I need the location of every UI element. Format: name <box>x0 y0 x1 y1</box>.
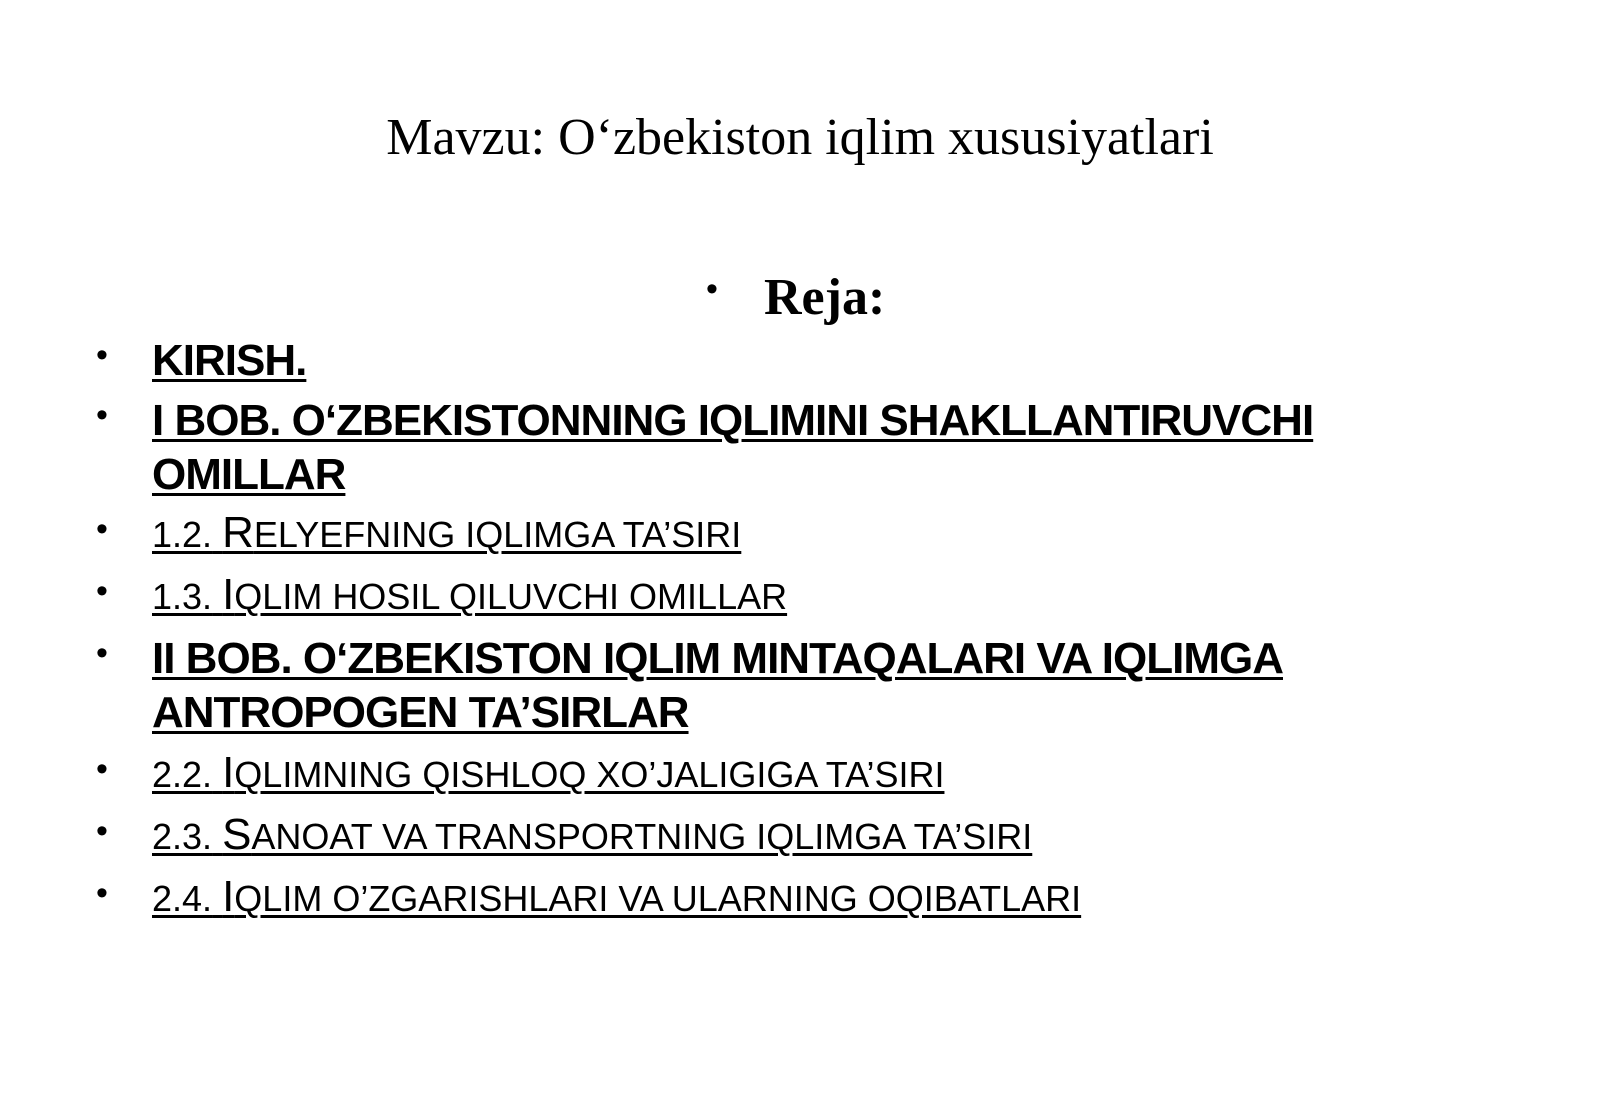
bullet-icon: • <box>96 634 108 672</box>
bullet-icon: • <box>96 510 108 548</box>
bullet-icon: • <box>96 812 108 850</box>
section-initial: I <box>222 570 235 619</box>
plan-link-section-2-2[interactable] <box>152 750 944 798</box>
section-initial: I <box>222 872 235 921</box>
plan-link-section-2-4[interactable] <box>152 874 1081 922</box>
plan-link-section-1-3[interactable] <box>152 572 787 620</box>
section-number: 2.4. <box>152 878 213 919</box>
section-title-rest: QLIMNING QISHLOQ XO’JALIGIGA TA’SIRI <box>234 754 945 795</box>
section-title-rest: ELYEFNING IQLIMGA TA’SIRI <box>253 514 742 555</box>
bullet-icon: • <box>96 336 108 374</box>
plan-heading-text: Reja: <box>764 269 886 326</box>
plan-link-section-2-3[interactable] <box>152 812 1032 860</box>
bullet-icon: • <box>96 396 108 434</box>
section-initial: S <box>222 810 252 859</box>
section-number: 1.2. <box>152 514 213 555</box>
section-title-rest: ANOAT VA TRANSPORTNING IQLIMGA TA’SIRI <box>251 816 1033 857</box>
plan-link-chapter-2[interactable]: II BOB. O‘ZBEKISTON IQLIM MINTAQALARI VA IQLIMGA ANTROPOGEN TA’SIRLAR <box>152 634 1283 737</box>
plan-link-intro[interactable]: KIRISH. <box>152 336 307 385</box>
plan-link-section-1-2[interactable] <box>152 510 741 558</box>
bullet-icon: • <box>706 270 718 308</box>
section-number: 2.3. <box>152 816 213 857</box>
bullet-icon: • <box>96 874 108 912</box>
section-initial: I <box>222 748 235 797</box>
section-title-rest: QLIM O’ZGARISHLARI VA ULARNING OQIBATLARI <box>234 878 1082 919</box>
section-initial: R <box>222 508 254 557</box>
section-title-rest: QLIM HOSIL QILUVCHI OMILLAR <box>234 576 788 617</box>
plan-link-chapter-1[interactable]: I BOB. O‘ZBEKISTONNING IQLIMINI SHAKLLANTIRUVCHI OMILLAR <box>152 396 1314 499</box>
section-number: 1.3. <box>152 576 213 617</box>
section-number: 2.2. <box>152 754 213 795</box>
bullet-icon: • <box>96 750 108 788</box>
slide-title: Mavzu: O‘zbekiston iqlim xususiyatlari <box>386 109 1214 166</box>
bullet-icon: • <box>96 572 108 610</box>
